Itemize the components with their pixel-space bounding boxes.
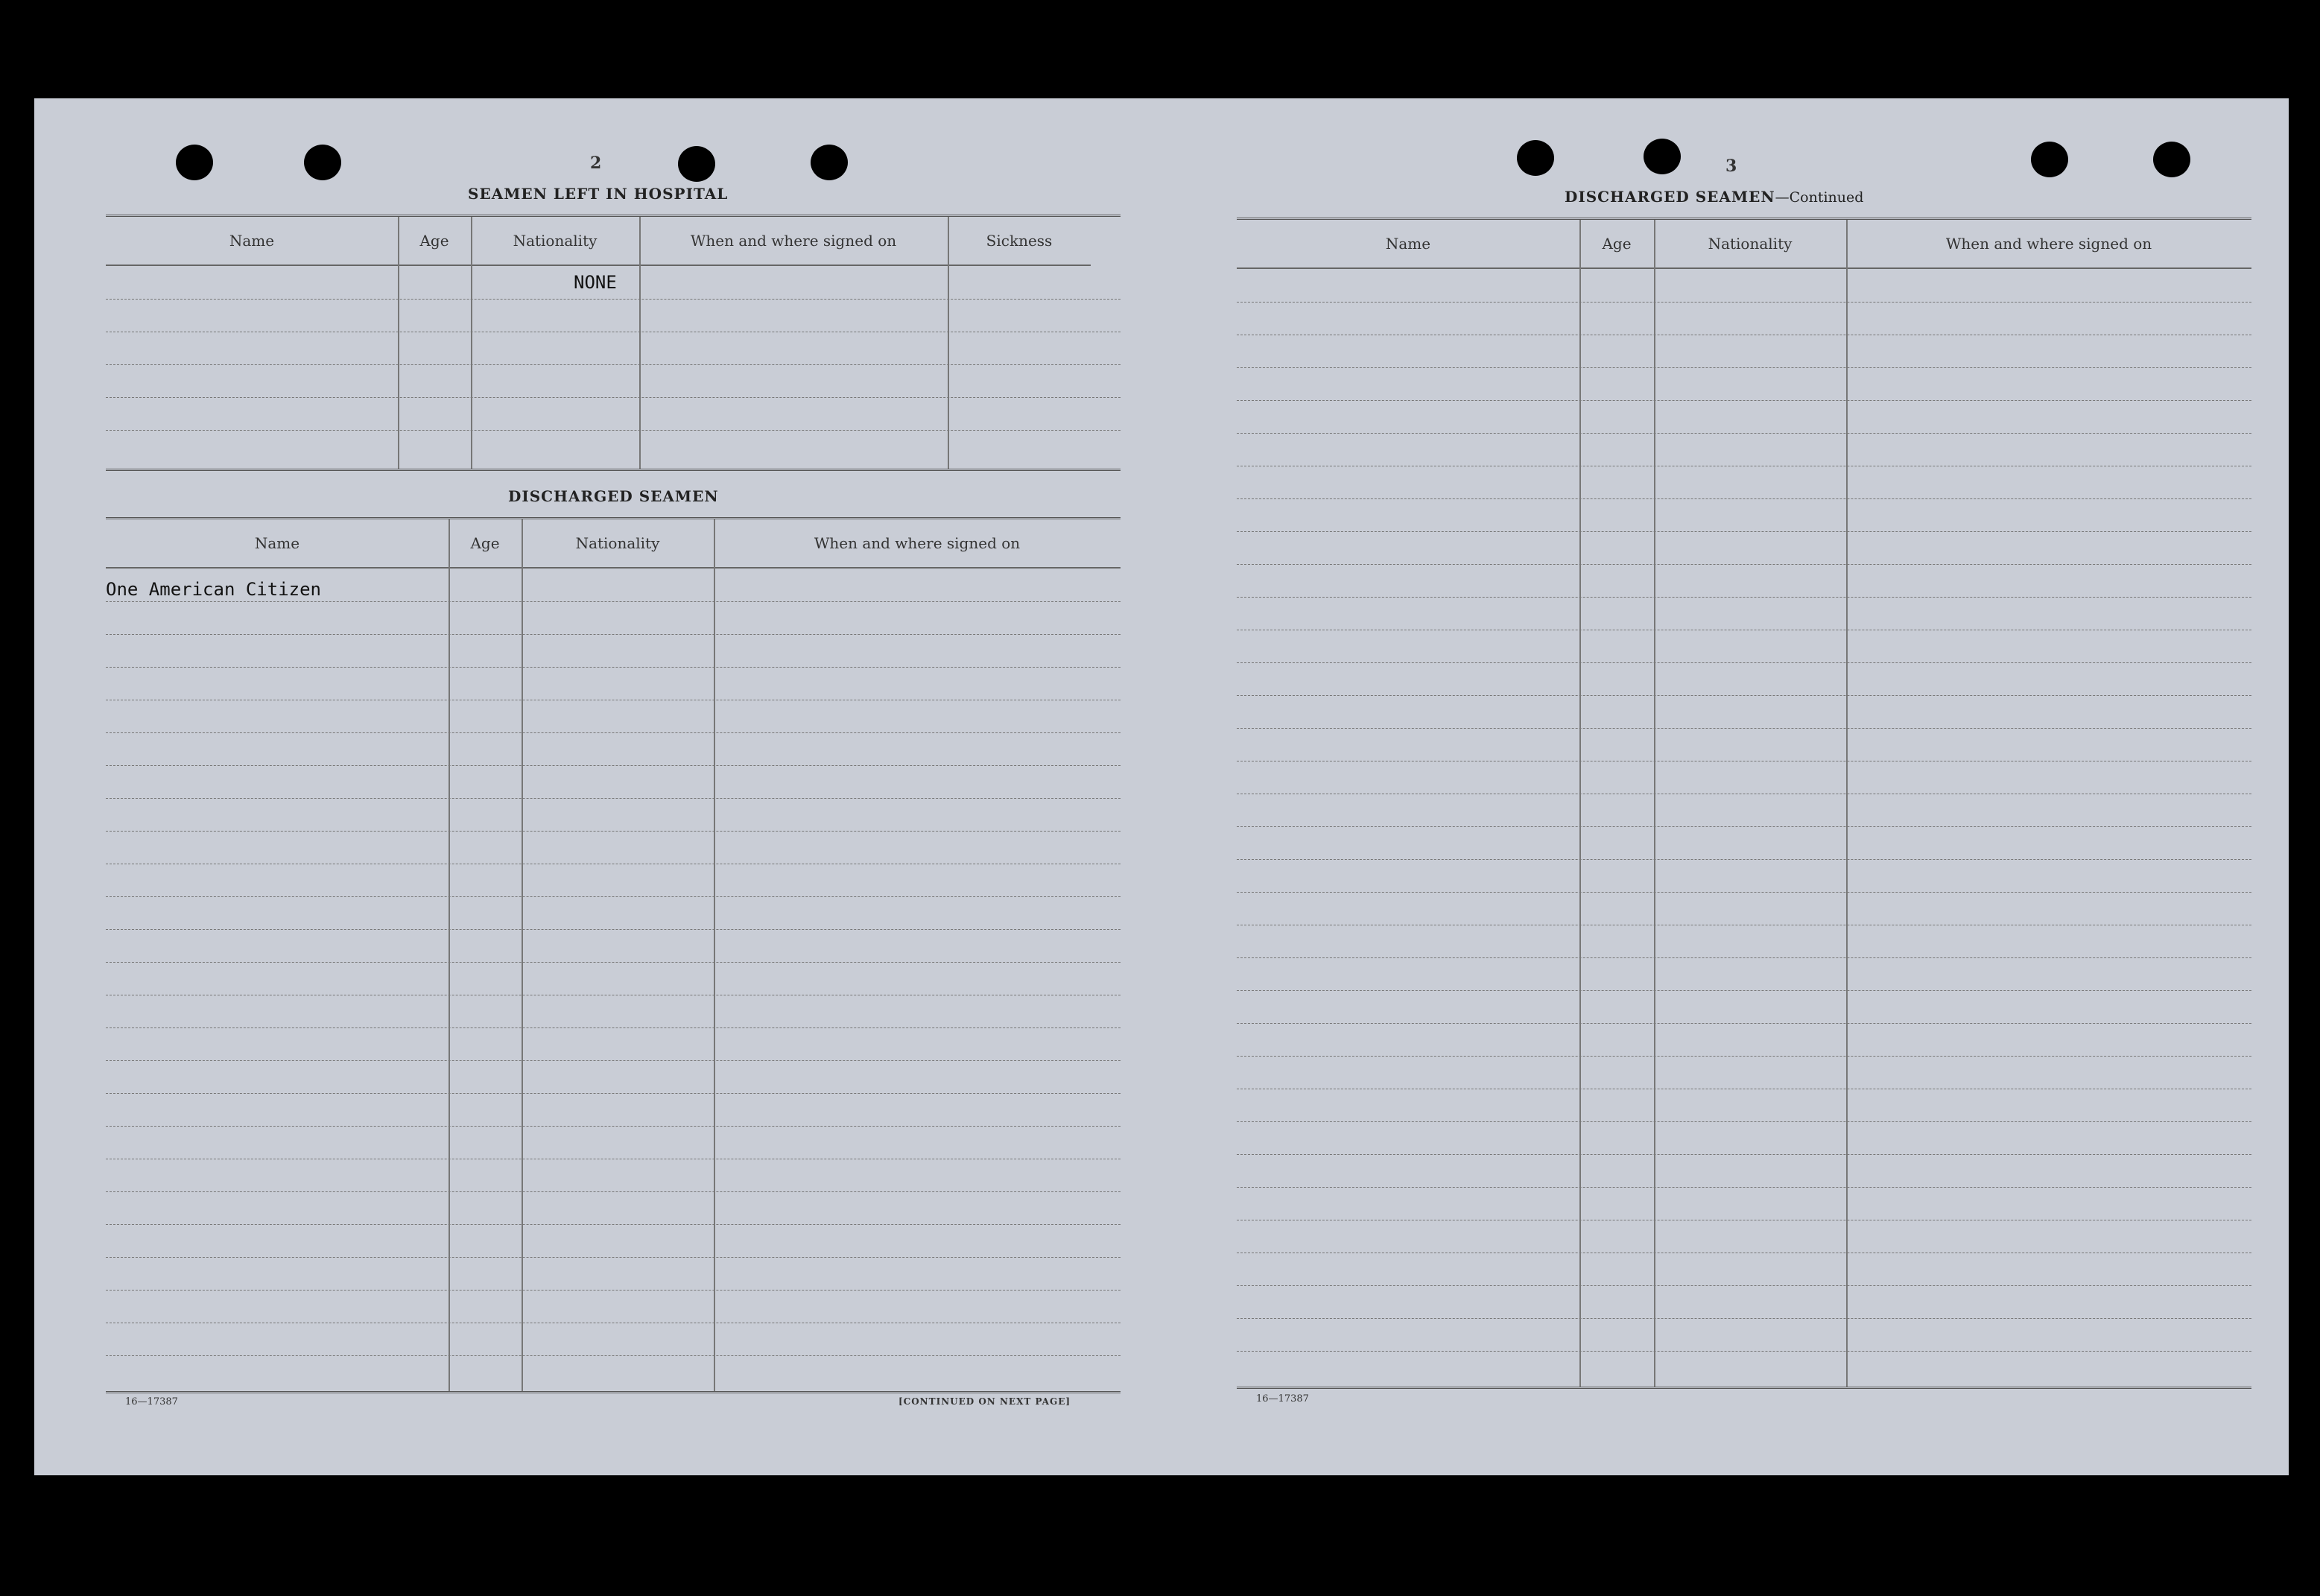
discharged-entry-name: One American Citizen <box>106 579 321 600</box>
row-rule <box>106 798 1121 799</box>
right-col-age: Age <box>1579 220 1654 269</box>
punch-hole <box>2031 142 2068 177</box>
row-rule <box>106 896 1121 897</box>
punch-hole <box>678 146 715 182</box>
row-rule <box>106 601 1121 602</box>
row-rule <box>106 962 1121 963</box>
row-rule <box>106 831 1121 832</box>
column-divider <box>1579 220 1581 1387</box>
right-col-nationality: Nationality <box>1654 220 1846 269</box>
discharged-col-when-where: When and where signed on <box>714 519 1121 569</box>
row-rule <box>106 397 1121 398</box>
row-rule <box>1237 367 2251 368</box>
row-rule <box>106 1191 1121 1192</box>
hospital-col-nationality: Nationality <box>471 217 639 266</box>
row-rule <box>106 929 1121 930</box>
row-rule <box>106 364 1121 365</box>
row-rule <box>106 1355 1121 1356</box>
column-divider <box>1654 220 1655 1387</box>
row-rule <box>1237 1318 2251 1319</box>
row-rule <box>1237 400 2251 401</box>
right-form-code: 16—17387 <box>1256 1393 1309 1405</box>
left-form-code: 16—17387 <box>125 1396 178 1407</box>
row-rule <box>106 1027 1121 1028</box>
row-rule <box>1237 1121 2251 1122</box>
row-rule <box>106 634 1121 635</box>
hospital-col-name: Name <box>106 217 398 266</box>
row-rule <box>1237 531 2251 532</box>
row-rule <box>1237 662 2251 663</box>
document-sheet <box>34 98 2289 1475</box>
row-rule <box>1237 1023 2251 1024</box>
row-rule <box>1237 1154 2251 1155</box>
row-rule <box>1237 1187 2251 1188</box>
column-divider <box>1846 220 1848 1387</box>
row-rule <box>1237 695 2251 696</box>
row-rule <box>1237 302 2251 303</box>
right-col-name: Name <box>1237 220 1579 269</box>
hospital-col-age: Age <box>398 217 471 266</box>
row-rule <box>106 1257 1121 1258</box>
row-rule <box>1237 957 2251 958</box>
discharged-col-nationality: Nationality <box>522 519 714 569</box>
row-rule <box>106 1126 1121 1127</box>
row-rule <box>1237 433 2251 434</box>
row-rule <box>106 1060 1121 1061</box>
punch-hole <box>2153 142 2190 177</box>
right-section-title-main: DISCHARGED SEAMEN <box>1565 188 1775 206</box>
punch-hole <box>1644 139 1681 174</box>
discharged-section-title: DISCHARGED SEAMEN <box>508 487 719 505</box>
column-divider <box>639 217 641 469</box>
row-rule <box>1237 1351 2251 1352</box>
row-rule <box>1237 564 2251 565</box>
left-page-number: 2 <box>590 153 602 173</box>
column-divider <box>714 519 715 1391</box>
discharged-col-age: Age <box>449 519 522 569</box>
column-divider <box>449 519 450 1391</box>
punch-hole <box>811 145 848 180</box>
discharged-table-right <box>1237 218 2251 1389</box>
right-col-when-where: When and where signed on <box>1846 220 2251 269</box>
column-divider <box>398 217 399 469</box>
row-rule <box>106 1224 1121 1225</box>
row-rule <box>1237 859 2251 860</box>
row-rule <box>106 1290 1121 1291</box>
row-rule <box>106 732 1121 733</box>
row-rule <box>1237 597 2251 598</box>
right-page-number: 3 <box>1725 156 1737 176</box>
row-rule <box>106 430 1121 431</box>
punch-hole <box>304 145 341 180</box>
row-rule <box>106 299 1121 300</box>
row-rule <box>1237 1285 2251 1286</box>
row-rule <box>106 667 1121 668</box>
column-divider <box>522 519 523 1391</box>
row-rule <box>1237 990 2251 991</box>
punch-hole <box>1517 140 1554 176</box>
hospital-section-title: SEAMEN LEFT IN HOSPITAL <box>468 185 729 203</box>
row-rule <box>106 1093 1121 1094</box>
hospital-table <box>106 215 1121 471</box>
right-section-title-suffix: —Continued <box>1775 189 1864 206</box>
row-rule <box>1237 826 2251 827</box>
hospital-col-when-where: When and where signed on <box>639 217 948 266</box>
row-rule <box>1237 498 2251 499</box>
right-section-title <box>1565 188 1863 206</box>
discharged-table-left <box>106 517 1121 1393</box>
column-divider <box>471 217 472 469</box>
column-divider <box>948 217 949 469</box>
row-rule <box>1237 892 2251 893</box>
hospital-col-sickness: Sickness <box>948 217 1091 266</box>
punch-hole <box>176 145 213 180</box>
hospital-entry-nationality: NONE <box>574 272 617 293</box>
discharged-col-name: Name <box>106 519 449 569</box>
row-rule <box>106 765 1121 766</box>
row-rule <box>1237 728 2251 729</box>
row-rule <box>1237 1056 2251 1057</box>
continued-note: [CONTINUED ON NEXT PAGE] <box>898 1396 1071 1407</box>
